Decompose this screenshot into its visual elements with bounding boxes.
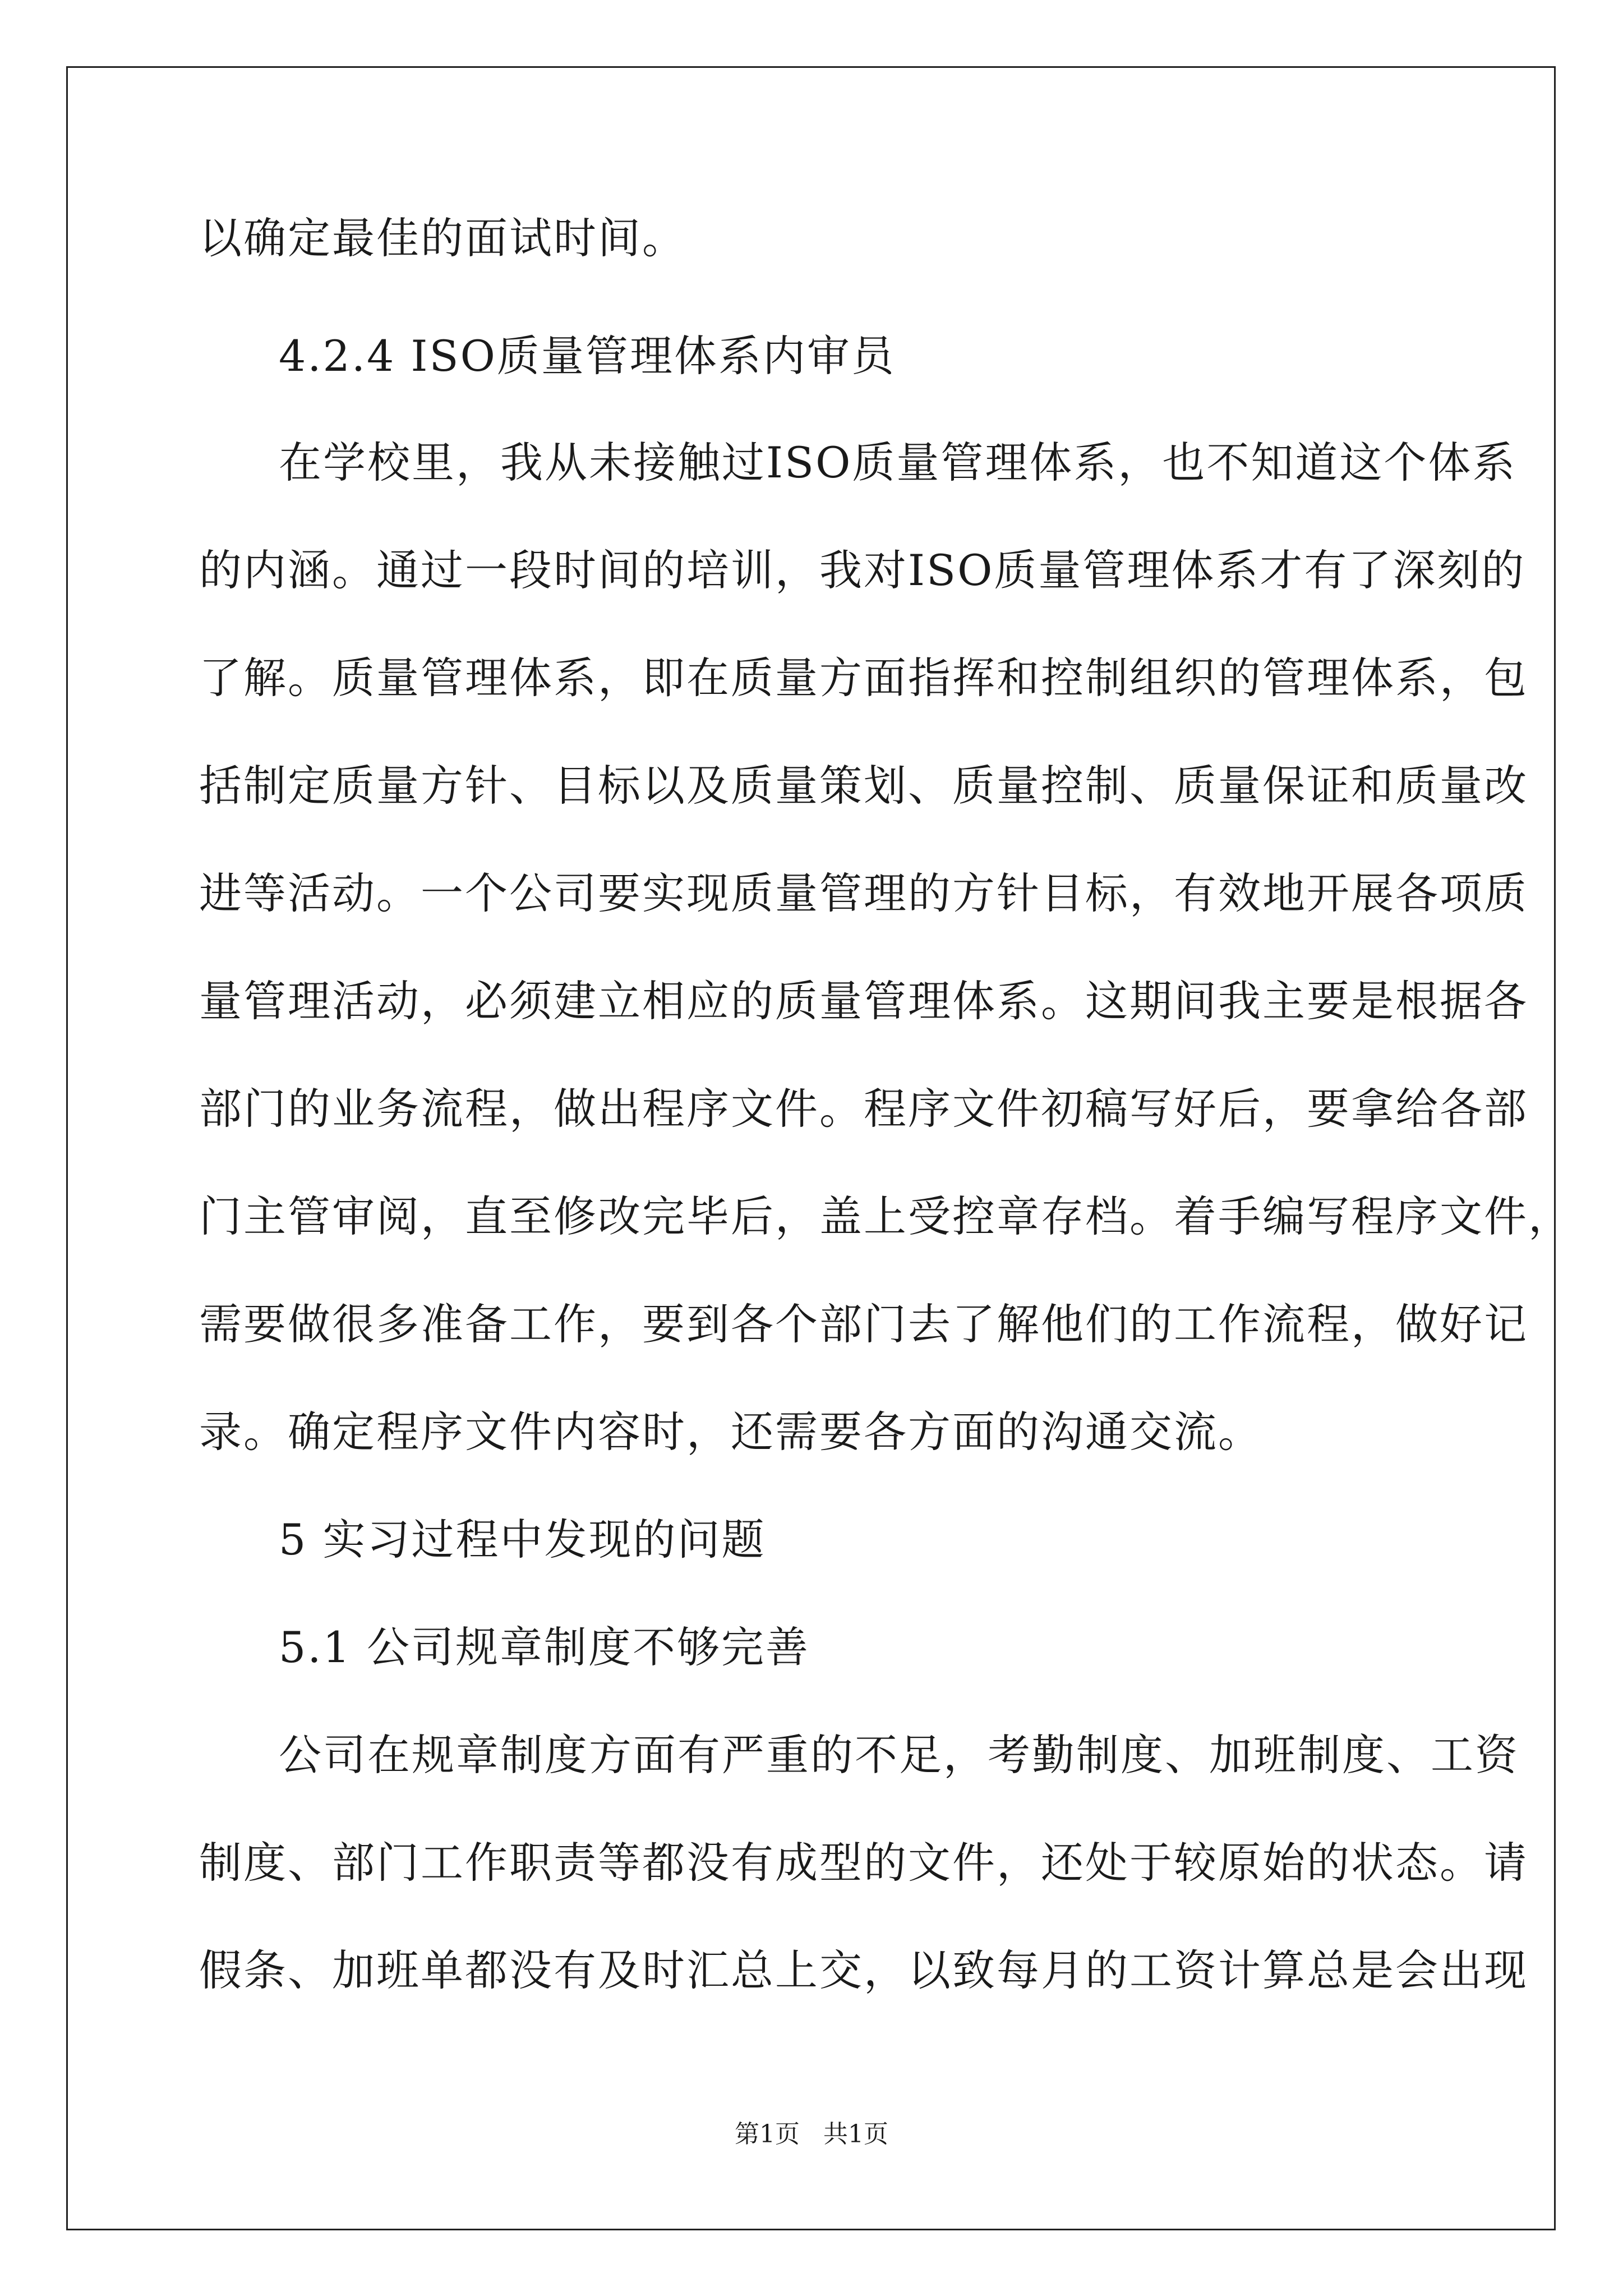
subsection-heading: 5.1 公司规章制度不够完善 xyxy=(279,1622,810,1672)
paragraph-line: 假条、加班单都没有及时汇总上交，以致每月的工资计算总是会出现 xyxy=(199,1945,1528,1995)
page-frame xyxy=(66,66,1556,2230)
paragraph-line: 的内涵。通过一段时间的培训，我对ISO质量管理体系才有了深刻的 xyxy=(199,545,1526,595)
paragraph-line: 进等活动。一个公司要实现质量管理的方针目标，有效地开展各项质 xyxy=(199,868,1528,918)
paragraph-line: 公司在规章制度方面有严重的不足，考勤制度、加班制度、工资 xyxy=(279,1730,1519,1780)
paragraph-line: 量管理活动，必须建立相应的质量管理体系。这期间我主要是根据各 xyxy=(199,976,1528,1026)
paragraph-line: 部门的业务流程，做出程序文件。程序文件初稿写好后，要拿给各部 xyxy=(199,1084,1528,1134)
section-heading: 5 实习过程中发现的问题 xyxy=(279,1515,766,1565)
paragraph-line: 需要做很多准备工作，要到各个部门去了解他们的工作流程，做好记 xyxy=(199,1299,1528,1349)
page-footer: 第1页 共1页 xyxy=(735,2120,888,2148)
paragraph-line: 以确定最佳的面试时间。 xyxy=(199,213,686,263)
section-heading: 4.2.4 ISO质量管理体系内审员 xyxy=(279,331,896,381)
paragraph-line: 了解。质量管理体系，即在质量方面指挥和控制组织的管理体系，包 xyxy=(199,653,1528,703)
paragraph-line: 在学校里，我从未接触过ISO质量管理体系，也不知道这个体系 xyxy=(279,438,1517,487)
paragraph-line: 制度、部门工作职责等都没有成型的文件，还处于较原始的状态。请 xyxy=(199,1838,1528,1888)
paragraph-line: 录。确定程序文件内容时，还需要各方面的沟通交流。 xyxy=(199,1407,1262,1457)
paragraph-line: 门主管审阅，直至修改完毕后，盖上受控章存档。着手编写程序文件， xyxy=(199,1191,1573,1241)
paragraph-line: 括制定质量方针、目标以及质量策划、质量控制、质量保证和质量改 xyxy=(199,761,1528,811)
